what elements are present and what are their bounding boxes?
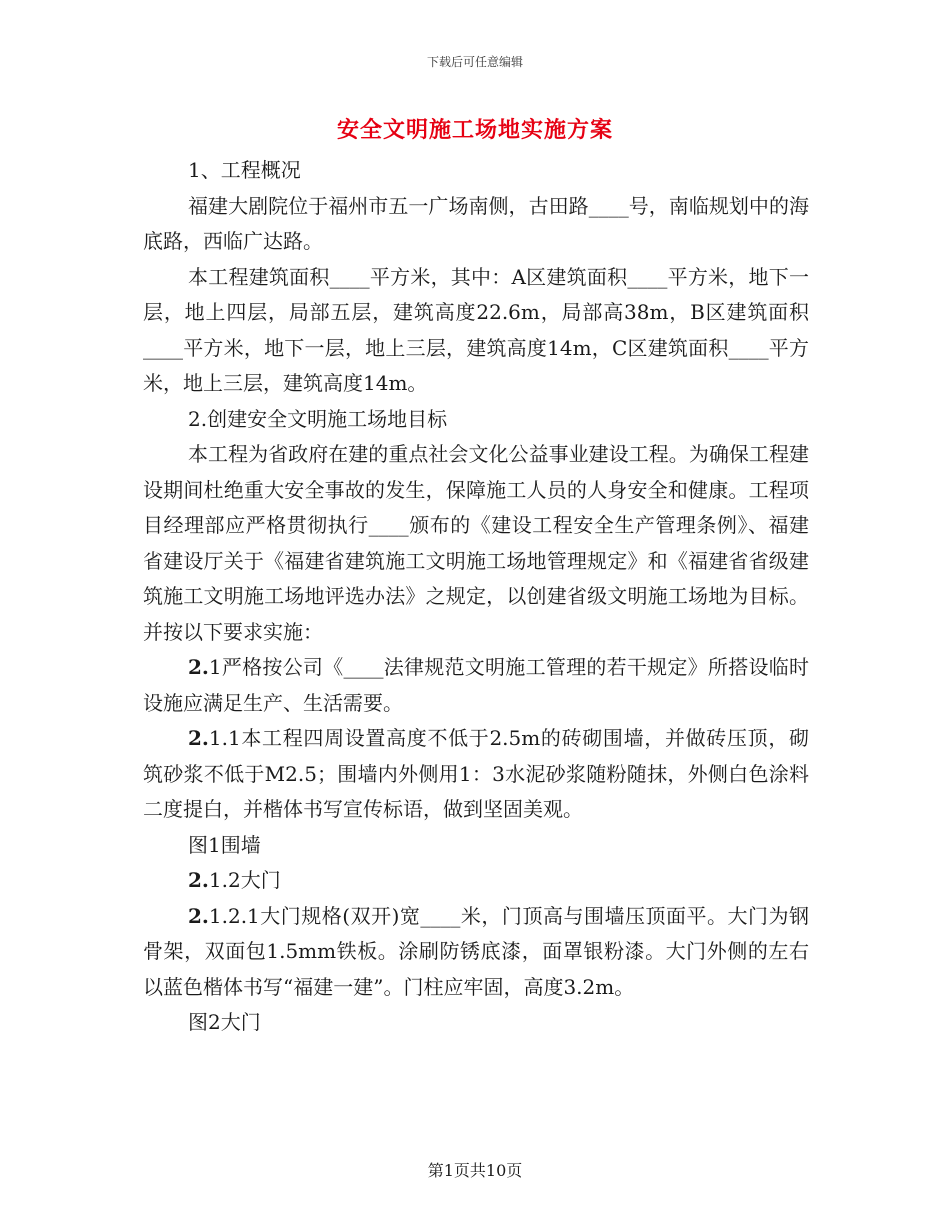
paragraph: 1、工程概况 [188,158,301,182]
page-footer: 第1页共10页 [427,1161,523,1180]
figure-caption: 图1围墙 [188,832,261,857]
paragraph: 2.1.2大门 [188,868,281,892]
document-title: 安全文明施工场地实施方案 [336,117,613,143]
paragraph: 2.创建安全文明施工场地目标 [188,406,448,431]
paragraph: 福建大剧院位于福州市五一广场南侧，古田路____号，南临规划中的海底路，西临广达路。 [143,193,809,253]
paragraph: 2.1.2.1大门规格(双开)宽____米，门顶高与围墙压顶面平。大门为钢骨架，双面包1.5mm铁板。涂刷防锈底漆，面罩银粉漆。大门外侧的左右以蓝色楷体书写“福建一建”。门柱应牢固，高度3.2m。 [143,903,809,999]
paragraph: 本工程建筑面积____平方米，其中：A区建筑面积____平方米，地下一层，地上四层，局部五层，建筑高度22.6m，局部高38m，B区建筑面积____平方米，地下一层，地上三层，建筑高度14m，C区建筑面积____平方米，地上三层，建筑高度14m。 [143,264,809,395]
paragraph: 本工程为省政府在建的重点社会文化公益事业建设工程。为确保工程建设期间杜绝重大安全事故的发生，保障施工人员的人身安全和健康。工程项目经理部应严格贯彻执行____颁布的《建设工程安全生产管理条例》、福建省建设厅关于《福建省建筑施工文明施工场地管理规定》和《福建省省级建筑施工文明施工场地评选办法》之规定，以创建省级文明施工场地为目标。并按以下要求实施： [143,442,809,644]
figure-caption: 图2大门 [188,1010,261,1034]
paragraph: 2.1.1本工程四周设置高度不低于2.5m的砖砌围墙，并做砖压顶，砌筑砂浆不低于M2.5；围墙内外侧用1：3水泥砂浆随粉随抹，外侧白色涂料二度提白，并楷体书写宣传标语，做到坚固美观。 [143,726,809,821]
header-note: 下载后可任意编辑 [426,55,523,69]
document-body [143,153,809,1041]
paragraph: 2.1严格按公司《____法律规范文明施工管理的若干规定》所搭设临时设施应满足生产、生活需要。 [143,655,809,715]
